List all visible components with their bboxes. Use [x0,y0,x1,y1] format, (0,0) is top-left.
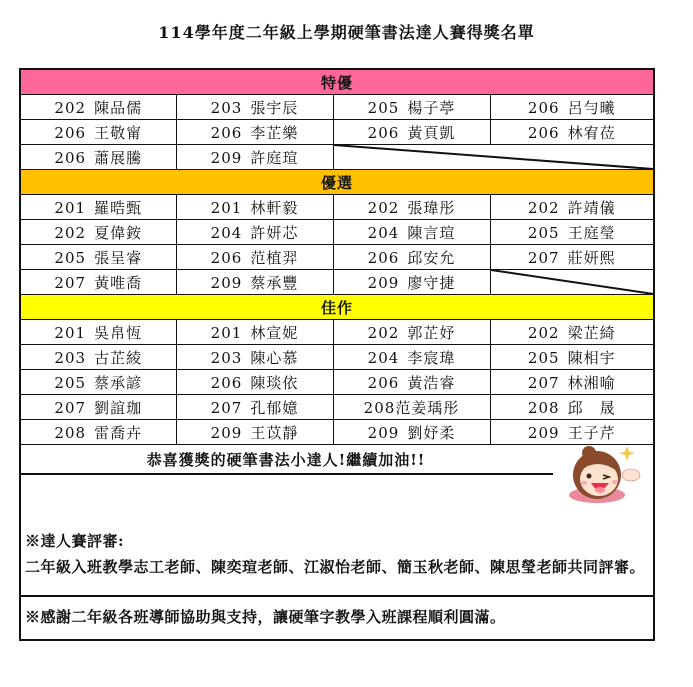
student-name: 黃浩睿 [407,373,456,392]
congrats-text: 恭喜獲獎的硬筆書法小達人!繼續加油!! [146,451,426,469]
winner-cell [490,95,653,120]
award-sheet [19,68,655,641]
mascot-icon [553,445,645,505]
student-name: 蔡承諺 [94,373,143,392]
class-number: 207 [54,398,87,417]
student-name: 陳琰依 [250,373,299,392]
class-number: 208 [54,423,87,442]
section-divider [21,595,653,597]
student-name: 王苡靜 [250,423,299,442]
winner-cell [333,345,490,370]
class-number: 206 [210,248,243,267]
student-name: 許靖儀 [567,198,616,217]
table-row [21,145,653,170]
winner-cell [490,120,653,145]
student-name: 邱 晟 [567,398,616,417]
table-row [21,395,653,420]
student-name: 許妍芯 [250,223,299,242]
class-number: 206 [367,123,400,142]
student-name: 王庭瑩 [567,223,616,242]
class-number: 205 [527,348,560,367]
class-number: 203 [210,348,243,367]
class-number: 202 [527,198,560,217]
winner-cell [21,420,176,445]
student-name: 呂勻曦 [567,98,616,117]
section-header-row [21,70,653,95]
winner-cell [490,395,653,420]
student-name: 雷喬卉 [94,423,143,442]
winner-cell [21,195,176,220]
student-name: 黃頁凱 [407,123,456,142]
class-number: 206 [367,248,400,267]
winner-cell [21,370,176,395]
winner-cell [490,345,653,370]
student-name: 孔郁嬑 [250,398,299,417]
student-name: 梁芷綺 [567,323,616,342]
table-row [21,270,653,295]
winner-cell [176,245,333,270]
student-name: 李芷樂 [250,123,299,142]
winner-cell [176,345,333,370]
student-name: 張呈睿 [94,248,143,267]
student-name: 楊子葶 [407,98,456,117]
class-number: 203 [54,348,87,367]
class-number: 209 [210,273,243,292]
class-number: 202 [367,323,400,342]
winner-cell [176,145,333,170]
winner-cell [21,120,176,145]
section-header: 優選 [21,170,653,195]
student-name: 陳言瑄 [407,223,456,242]
class-number: 209 [367,423,400,442]
winner-cell [21,95,176,120]
student-name: 夏偉銨 [94,223,143,242]
class-number: 208 [363,398,396,417]
student-name: 莊妍熙 [567,248,616,267]
section-header: 特優 [21,70,653,95]
student-name: 李宸瑋 [407,348,456,367]
table-row [21,370,653,395]
table-row [21,320,653,345]
winner-cell [176,220,333,245]
winner-cell [21,220,176,245]
winner-cell [490,420,653,445]
class-number: 209 [210,148,243,167]
class-number: 206 [210,373,243,392]
table-row [21,245,653,270]
student-name: 王敬甯 [94,123,143,142]
table-row [21,220,653,245]
class-number: 202 [527,323,560,342]
winner-cell [21,320,176,345]
class-number: 201 [210,198,243,217]
class-number: 206 [210,123,243,142]
winner-cell [490,245,653,270]
class-number: 207 [527,373,560,392]
student-name: 林宥莅 [567,123,616,142]
class-number: 205 [54,248,87,267]
student-name: 王子芹 [567,423,616,442]
winner-cell [333,220,490,245]
student-name: 范植羿 [250,248,299,267]
section-header-row [21,295,653,320]
student-name: 蔡承豐 [250,273,299,292]
class-number: 202 [54,98,87,117]
student-name: 古芷綾 [94,348,143,367]
winner-cell [333,320,490,345]
student-name: 陳心慕 [250,348,299,367]
winner-cell [21,270,176,295]
winner-cell [333,270,490,295]
judges-section [25,528,653,580]
award-table [21,70,653,445]
section-header-row [21,170,653,195]
class-number: 206 [54,148,87,167]
winner-cell [176,120,333,145]
student-name: 張瑋彤 [407,198,456,217]
class-number: 207 [54,273,87,292]
winner-cell [21,395,176,420]
class-number: 209 [210,423,243,442]
winner-cell [333,120,490,145]
class-number: 206 [527,98,560,117]
winner-cell [21,145,176,170]
judges-heading: ※達人賽評審: [25,532,125,550]
winner-cell [21,245,176,270]
table-row [21,95,653,120]
class-number: 208 [527,398,560,417]
winner-cell [176,270,333,295]
student-name: 邱安允 [407,248,456,267]
empty-cell-diagonal [333,145,653,170]
winner-cell [176,95,333,120]
class-number: 206 [367,373,400,392]
class-number: 206 [527,123,560,142]
table-row [21,345,653,370]
class-number: 207 [527,248,560,267]
winner-cell [333,195,490,220]
student-name: 林湘喻 [567,373,616,392]
student-name: 林軒毅 [250,198,299,217]
table-row [21,420,653,445]
student-name: 陳品儒 [94,98,143,117]
winner-cell [333,370,490,395]
student-name: 范姜瑀彤 [395,398,460,417]
class-number: 203 [210,98,243,117]
winner-cell [176,370,333,395]
student-name: 劉誼珈 [94,398,143,417]
judges-text: 二年級入班教學志工老師、陳奕瑄老師、江淑怡老師、簡玉秋老師、陳思瑩老師共同評審。 [25,558,646,576]
class-number: 202 [54,223,87,242]
student-name: 吳帛恆 [94,323,143,342]
class-number: 202 [367,198,400,217]
thanks-note: ※感謝二年級各班導師協助與支持，讓硬筆字教學入班課程順利圓滿。 [25,608,506,626]
student-name: 廖守捷 [407,273,456,292]
winner-cell [176,420,333,445]
student-name: 黃唯喬 [94,273,143,292]
section-header: 佳作 [21,295,653,320]
class-number: 209 [367,273,400,292]
winner-cell [333,395,490,420]
student-name: 蕭展騰 [94,148,143,167]
class-number: 206 [54,123,87,142]
winner-cell [490,195,653,220]
winner-cell [176,320,333,345]
winner-cell [21,345,176,370]
winner-cell [333,245,490,270]
student-name: 許庭瑄 [250,148,299,167]
class-number: 204 [367,223,400,242]
class-number: 205 [527,223,560,242]
winner-cell [176,395,333,420]
student-name: 郭芷妤 [407,323,456,342]
class-number: 204 [367,348,400,367]
winner-cell [176,195,333,220]
table-row [21,120,653,145]
winner-cell [490,220,653,245]
table-row [21,195,653,220]
class-number: 201 [210,323,243,342]
class-number: 205 [54,373,87,392]
student-name: 林宣妮 [250,323,299,342]
page-title: 114學年度二年級上學期硬筆書法達人賽得獎名單 [158,23,535,42]
student-name: 劉妤柔 [407,423,456,442]
empty-cell-diagonal [490,270,653,295]
class-number: 209 [527,423,560,442]
winner-cell [333,95,490,120]
student-name: 張宇辰 [250,98,299,117]
winner-cell [333,420,490,445]
winner-cell [490,320,653,345]
congrats-underline [21,473,553,475]
class-number: 201 [54,198,87,217]
class-number: 201 [54,323,87,342]
class-number: 205 [367,98,400,117]
class-number: 207 [210,398,243,417]
student-name: 羅晧甄 [94,198,143,217]
student-name: 陳相宇 [567,348,616,367]
winner-cell [490,370,653,395]
class-number: 204 [210,223,243,242]
congrats-banner [21,445,653,475]
